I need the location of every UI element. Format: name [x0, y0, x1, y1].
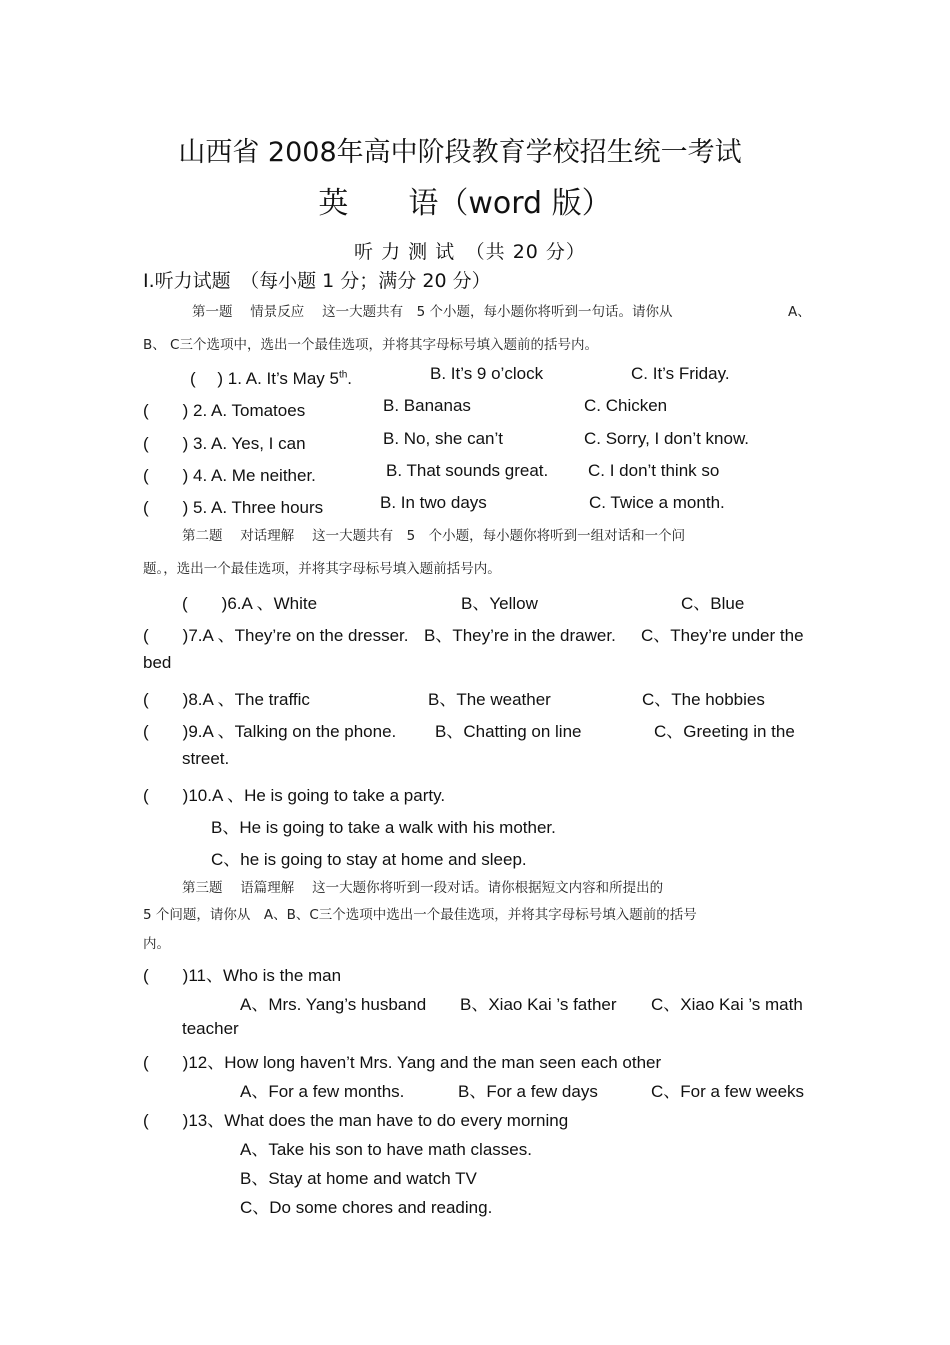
- q9-continuation: street.: [182, 749, 230, 768]
- task3-instruction-line1: 第三题 语篇理解 这一大题你将听到一段对话。请你根据短文内容和所提出的: [182, 880, 664, 896]
- q13-option-b: B、Stay at home and watch TV: [240, 1169, 477, 1188]
- q10-option-c: C、he is going to stay at home and sleep.: [211, 850, 527, 869]
- q9-option-a: ( )9.A 、Talking on the phone.: [143, 722, 397, 741]
- q1-option-b: B. It’s 9 o’clock: [430, 364, 544, 383]
- q3-option-a: ( ) 3. A. Yes, I can: [143, 434, 306, 453]
- q10-option-b: B、He is going to take a walk with his mother.: [211, 818, 556, 837]
- q3-option-c: C. Sorry, I don’t know.: [584, 429, 750, 448]
- task3-instruction-line2: 5 个问题，请你从 A、B、C三个选项中选出一个最佳选项，并将其字母标号填入题前的括号: [143, 907, 697, 923]
- q12-question: ( )12、How long haven’t Mrs. Yang and the man seen each other: [143, 1053, 662, 1072]
- exam-subtitle: 英 语（word 版）: [318, 186, 612, 221]
- q9-option-c: C、Greeting in the: [654, 722, 795, 741]
- q7-option-a: ( )7.A 、They’re on the dresser.: [143, 626, 409, 645]
- q6-option-c: C、Blue: [681, 594, 745, 613]
- q11-option-c: C、Xiao Kai ’s math: [651, 995, 803, 1014]
- task1-instruction-line1: 第一题 情景反应 这一大题共有 5 个小题，每小题你将听到一句话。请你从: [192, 304, 673, 320]
- q7-continuation: bed: [143, 653, 172, 672]
- q1-option-c: C. It’s Friday.: [631, 364, 730, 383]
- task1-instruction-line2: B、 C三个选项中，选出一个最佳选项，并将其字母标号填入题前的括号内。: [143, 337, 598, 353]
- q8-option-b: B、The weather: [428, 690, 551, 709]
- q5-option-a: ( ) 5. A. Three hours: [143, 498, 324, 517]
- task1-instruction-line1-right: A、: [788, 304, 811, 320]
- q6-option-a: ( )6.A 、White: [182, 594, 318, 613]
- q5-option-c: C. Twice a month.: [589, 493, 725, 512]
- q4-option-b: B. That sounds great.: [386, 461, 549, 480]
- q2-option-b: B. Bananas: [383, 396, 471, 415]
- q12-option-b: B、For a few days: [458, 1082, 598, 1101]
- part-heading: Ⅰ.听力试题 （每小题 1 分；满分 20 分）: [143, 270, 491, 292]
- q4-option-a: ( ) 4. A. Me neither.: [143, 466, 316, 485]
- q2-option-c: C. Chicken: [584, 396, 668, 415]
- q13-option-c: C、Do some chores and reading.: [240, 1198, 493, 1217]
- q3-option-b: B. No, she can’t: [383, 429, 504, 448]
- q8-option-c: C、The hobbies: [642, 690, 765, 709]
- q12-option-c: C、For a few weeks: [651, 1082, 805, 1101]
- q8-option-a: ( )8.A 、The traffic: [143, 690, 310, 709]
- q2-option-a: ( ) 2. A. Tomatoes: [143, 401, 306, 420]
- task2-instruction-line2: 题。，选出一个最佳选项，并将其字母标号填入题前括号内。: [143, 561, 501, 577]
- q11-continuation: teacher: [182, 1019, 239, 1038]
- q4-option-c: C. I don’t think so: [588, 461, 720, 480]
- q6-option-b: B、Yellow: [461, 594, 538, 613]
- task3-instruction-line3: 内。: [143, 936, 170, 952]
- q9-option-b: B、Chatting on line: [435, 722, 582, 741]
- q7-option-b: B、They’re in the drawer.: [424, 626, 616, 645]
- q11-option-a: A、Mrs. Yang’s husband: [240, 995, 427, 1014]
- q7-option-c: C、They’re under the: [641, 626, 804, 645]
- q1-superscript: th: [338, 369, 348, 381]
- task2-instruction-line1: 第二题 对话理解 这一大题共有 5 个小题，每小题你将听到一组对话和一个问: [182, 528, 686, 544]
- q11-option-b: B、Xiao Kai ’s father: [460, 995, 617, 1014]
- q11-question: ( )11、Who is the man: [143, 966, 342, 985]
- exam-title: 山西省 2008年高中阶段教育学校招生统一考试: [178, 137, 742, 168]
- q13-question: ( )13、What does the man have to do every morning: [143, 1111, 569, 1130]
- q12-option-a: A、For a few months.: [240, 1082, 405, 1101]
- q1-option-a: ( ) 1. A. It’s May 5th.: [190, 369, 353, 388]
- q10-option-a: ( )10.A 、He is going to take a party.: [143, 786, 446, 805]
- q5-option-b: B. In two days: [380, 493, 487, 512]
- section-heading: 听 力 测 试 （共 20 分）: [354, 241, 586, 263]
- q13-option-a: A、Take his son to have math classes.: [240, 1140, 532, 1159]
